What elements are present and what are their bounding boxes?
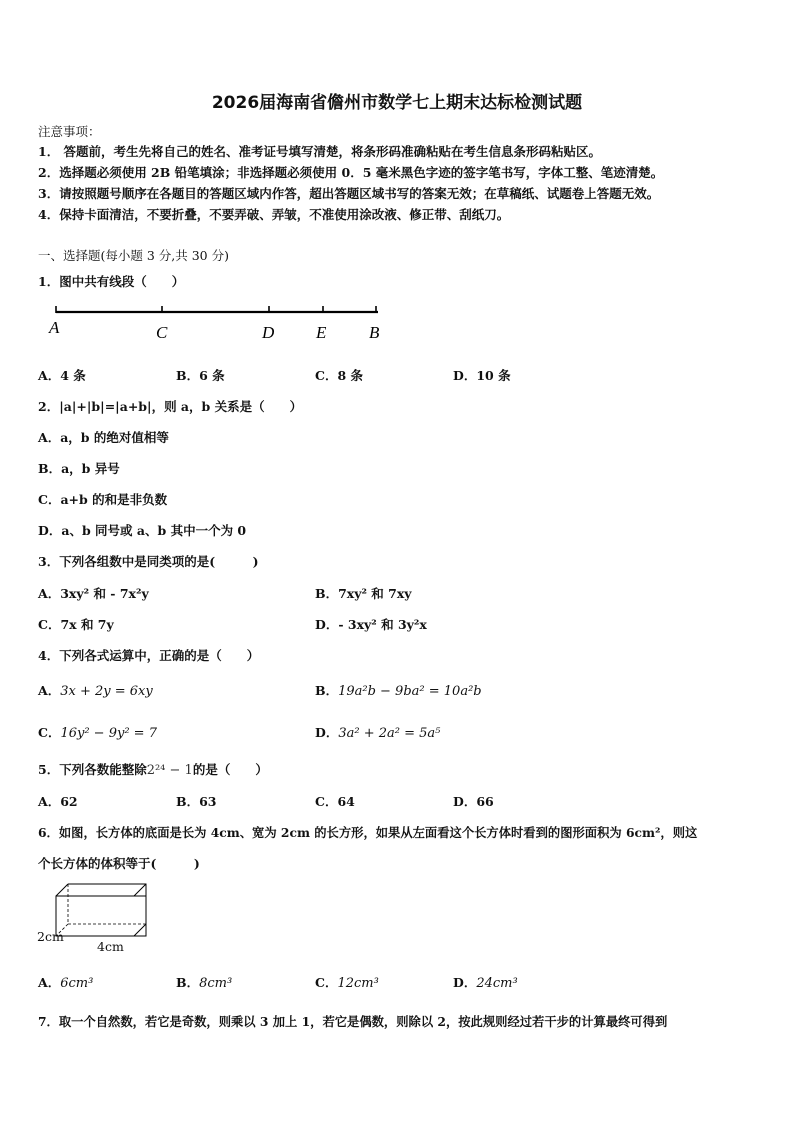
q5-stem-post: 的是（ ）: [192, 762, 268, 777]
point-label-E: E: [316, 323, 327, 342]
q4-option-c[interactable]: [38, 723, 157, 741]
point-label-B: B: [369, 323, 380, 342]
q4-option-b[interactable]: [315, 681, 482, 699]
q6-option-a-expr: 6cm³: [60, 976, 94, 991]
q1-line-segment-figure: [46, 300, 391, 346]
q3-option-c[interactable]: C．7x 和 7y: [38, 617, 114, 632]
q2-option-b[interactable]: B．a，b 异号: [38, 461, 120, 476]
notice-item-4: 4．保持卡面清洁，不要折叠，不要弄破、弄皱，不准使用涂改液、修正带、刮纸刀。: [38, 207, 510, 222]
section-heading: 一、选择题(每小题 3 分,共 30 分): [38, 248, 229, 263]
q1-stem: 1．图中共有线段（ ）: [38, 274, 185, 289]
q6-option-b-label: B．: [176, 975, 200, 990]
q6-length-label: 4cm: [97, 939, 124, 954]
q3-option-b[interactable]: B．7xy² 和 7xy: [315, 586, 412, 601]
q6-option-d-label: D．: [453, 975, 477, 990]
q3-stem: 3．下列各组数中是同类项的是( ): [38, 554, 259, 569]
point-label-C: C: [156, 323, 168, 342]
q2-option-a[interactable]: A．a，b 的绝对值相等: [38, 430, 169, 445]
q3-option-a[interactable]: A．3xy² 和 - 7x²y: [38, 586, 149, 601]
q6-option-c-expr: 12cm³: [337, 976, 379, 991]
q3-option-d[interactable]: D．- 3xy² 和 3y²x: [315, 617, 427, 632]
q6-option-b-expr: 8cm³: [199, 976, 233, 991]
q5-option-c[interactable]: C．64: [315, 794, 355, 809]
q6-option-a[interactable]: [38, 973, 93, 991]
cuboid-base-face: [56, 896, 146, 936]
q6-stem-line2: 个长方体的体积等于( ): [38, 856, 200, 871]
q6-option-b[interactable]: [176, 973, 232, 991]
q4-option-b-label: B．: [315, 683, 339, 698]
q1-option-a[interactable]: A．4 条: [38, 368, 86, 383]
cuboid-edge: [134, 924, 146, 936]
q4-option-a-label: A．: [38, 683, 61, 698]
q7-stem: 7．取一个自然数，若它是奇数，则乘以 3 加上 1，若它是偶数，则除以 2，按此规则经过若干步的计算最终可得到: [38, 1014, 668, 1029]
cuboid-edge: [134, 884, 146, 896]
q4-stem: 4．下列各式运算中，正确的是（ ）: [38, 648, 260, 663]
q6-option-d[interactable]: [453, 973, 518, 991]
point-label-D: D: [262, 323, 275, 342]
q2-option-d[interactable]: D．a、b 同号或 a、b 其中一个为 0: [38, 523, 247, 538]
notice-item-2: 2．选择题必须使用 2B 铅笔填涂；非选择题必须使用 0．5 毫米黑色字迹的签字笔书写，字体工整、笔迹清楚。: [38, 165, 664, 180]
q1-option-b[interactable]: B．6 条: [176, 368, 225, 383]
q5-stem-expr: 2²⁴ − 1: [146, 763, 193, 778]
cuboid-edge: [56, 884, 68, 896]
q5-option-d[interactable]: D．66: [453, 794, 494, 809]
q4-option-d-label: D．: [315, 725, 339, 740]
point-label-A: A: [49, 318, 60, 337]
q6-option-d-expr: 24cm³: [476, 976, 518, 991]
notice-item-1: 1． 答题前，考生先将自己的姓名、准考证号填写清楚，将条形码准确粘贴在考生信息条形码粘贴区。: [38, 144, 602, 159]
q1-option-c[interactable]: C．8 条: [315, 368, 363, 383]
cuboid-front-face: [68, 884, 146, 924]
notice-item-3: 3．请按照题号顺序在各题目的答题区域内作答，超出答题区域书写的答案无效；在草稿纸、试题卷上答题无效。: [38, 186, 660, 201]
q4-option-c-label: C．: [38, 725, 61, 740]
q5-option-a[interactable]: A．62: [38, 794, 78, 809]
q2-option-c[interactable]: C．a+b 的和是非负数: [38, 492, 168, 507]
q4-option-a[interactable]: [38, 681, 153, 699]
notice-heading: 注意事项：: [38, 124, 101, 139]
q5-stem: [38, 760, 268, 778]
q1-option-d[interactable]: D．10 条: [453, 368, 511, 383]
q4-option-b-expr: 19a²b − 9ba² = 10a²b: [338, 684, 482, 699]
q6-stem-line1: 6．如图，长方体的底面是长为 4cm、宽为 2cm 的长方形，如果从左面看这个长方体时看到的图形面积为 6cm²，则这: [38, 825, 698, 840]
q5-stem-pre: 5．下列各数能整除: [38, 762, 147, 777]
q4-option-a-expr: 3x + 2y = 6xy: [60, 684, 153, 699]
q5-option-b[interactable]: B．63: [176, 794, 217, 809]
q4-option-d[interactable]: [315, 723, 440, 741]
q4-option-d-expr: 3a² + 2a² = 5a⁵: [338, 726, 441, 741]
q6-option-c[interactable]: [315, 973, 379, 991]
q6-option-a-label: A．: [38, 975, 61, 990]
q6-option-c-label: C．: [315, 975, 338, 990]
q4-option-c-expr: 16y² − 9y² = 7: [60, 726, 157, 741]
q6-width-label: 2cm: [37, 929, 64, 944]
page-title: 2026届海南省儋州市数学七上期末达标检测试题: [211, 93, 583, 113]
q2-stem: 2．|a|+|b|=|a+b|，则 a，b 关系是（ ）: [38, 399, 303, 414]
